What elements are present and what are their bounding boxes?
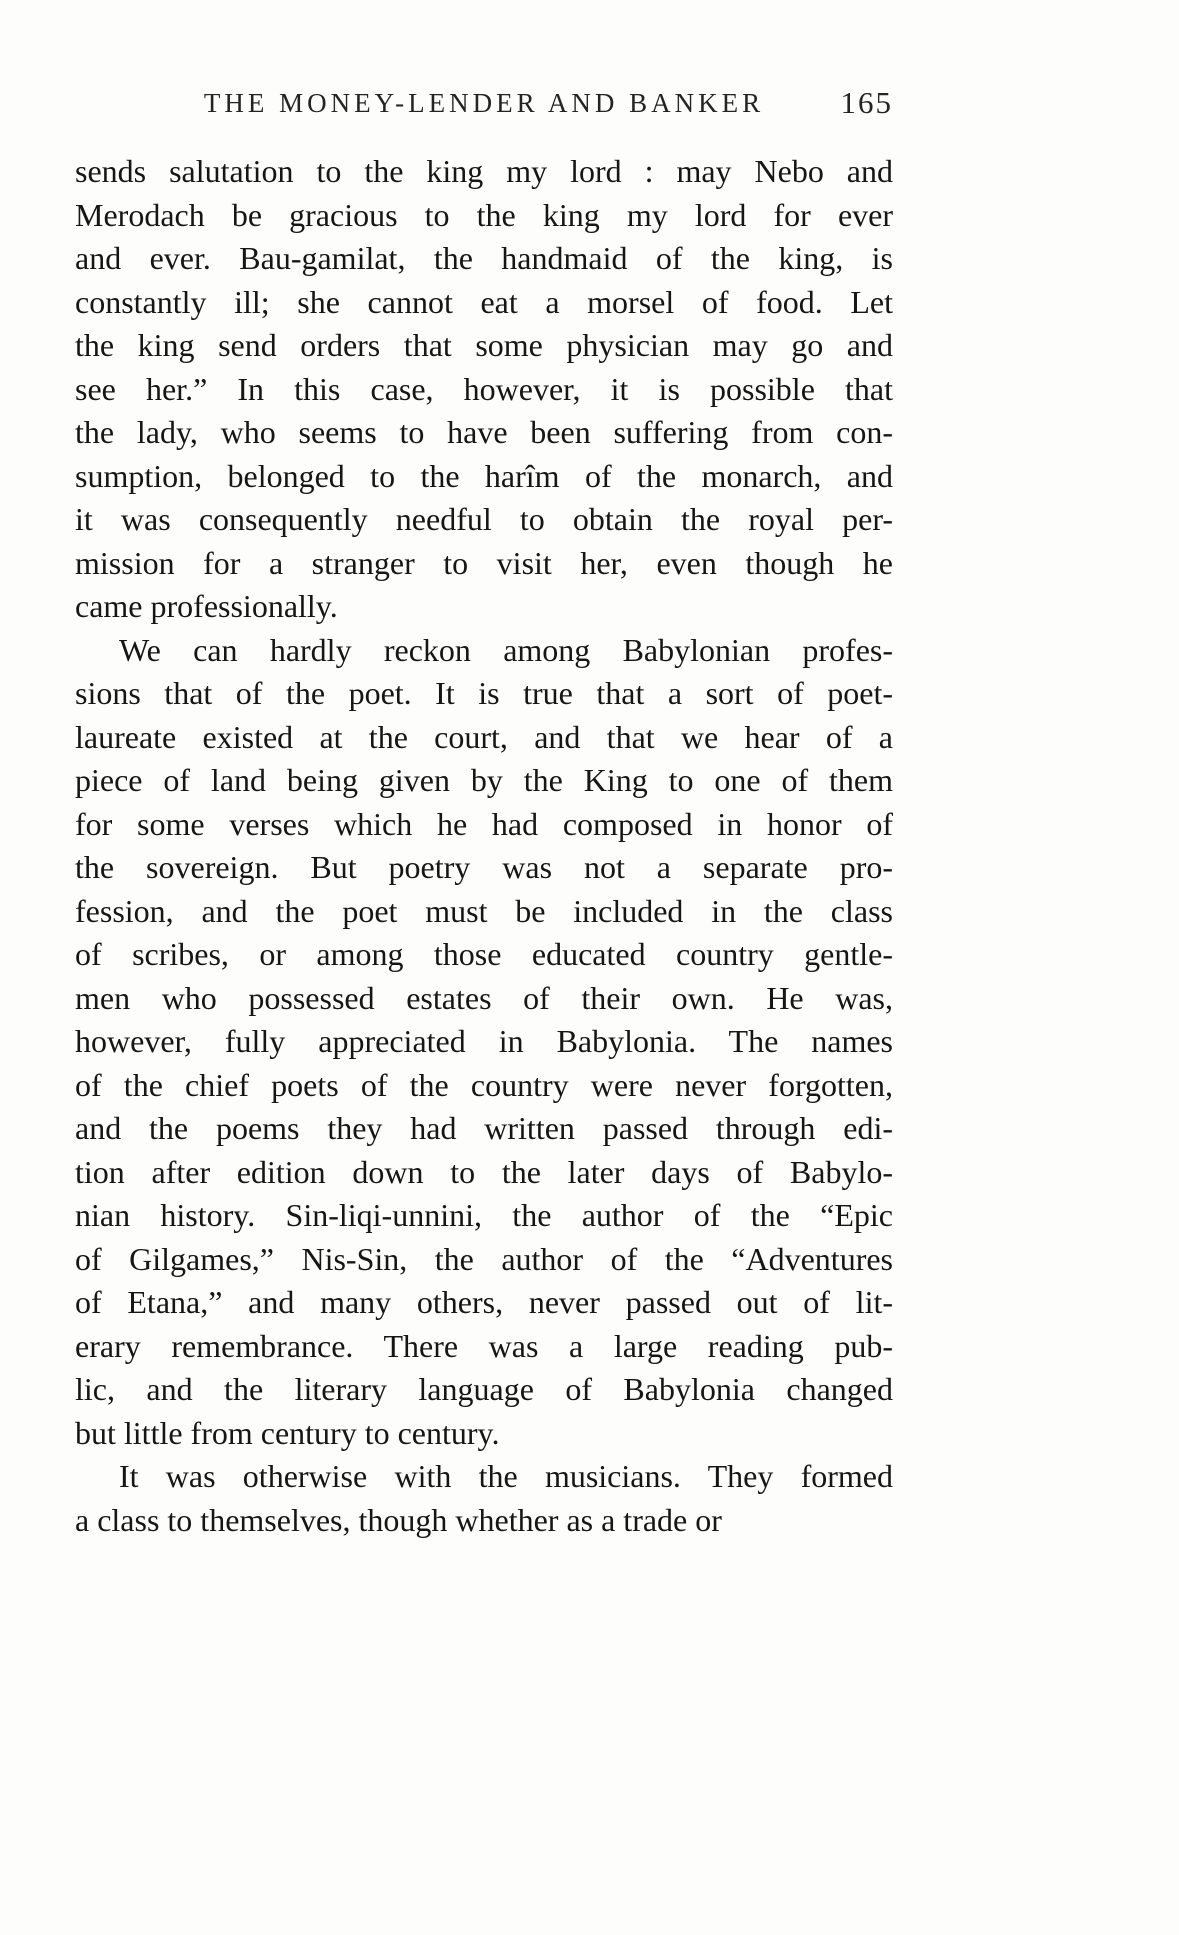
text-line: of Gilgames,” Nis-Sin, the author of the “Adventures [75,1240,893,1277]
text-line: see her.” In this case, however, it is possible that [75,370,893,407]
text-line: for some verses which he had composed in honor of [75,805,893,842]
text-line: tion after edition down to the later days of Babylo- [75,1153,893,1190]
text-line: of the chief poets of the country were never forgotten, [75,1066,893,1103]
text-line: the lady, who seems to have been suffering from con- [75,414,893,450]
text-line: a class to themselves, though whether as a trade or [75,1501,722,1538]
text-line: Merodach be gracious to the king my lord for ever [75,196,893,233]
text-line: lic, and the literary language of Babylonia changed [75,1371,893,1407]
text-line: of Etana,” and many others, never passed out of lit- [75,1284,893,1320]
text-line: We can hardly reckon among Babylonian profes- [119,631,893,668]
text-line: but little from century to century. [75,1414,500,1451]
text-line: and the poems they had written passed through edi- [75,1110,893,1146]
text-line: laureate existed at the court, and that we hear of a [75,718,893,755]
text-line: mission for a stranger to visit her, even though he [75,544,893,581]
text-line: however, fully appreciated in Babylonia. The names [75,1023,893,1059]
text-line: came professionally. [75,588,338,624]
text-line: constantly ill; she cannot eat a morsel of food. Let [75,283,893,320]
text-line: sumption, belonged to the harîm of the monarch, and [75,457,893,494]
text-line: piece of land being given by the King to one of them [75,762,893,798]
page-number: 165 [840,85,893,120]
running-header [75,85,893,120]
text-line: the sovereign. But poetry was not a separate pro- [75,849,893,885]
running-header-title: THE MONEY-LENDER AND BANKER [203,88,765,118]
text-line: sions that of the poet. It is true that a sort of poet- [75,675,893,711]
paragraph [75,629,893,1456]
text-line: of scribes, or among those educated country gentle- [75,936,893,972]
paragraph [75,150,893,629]
text-line: the king send orders that some physician may go and [75,327,893,363]
text-line: it was consequently needful to obtain the royal per- [75,501,893,537]
text-line: fession, and the poet must be included in the class [75,892,893,929]
text-line: erary remembrance. There was a large reading pub- [75,1327,893,1364]
page-body [75,150,893,1542]
text-line: men who possessed estates of their own. He was, [75,979,893,1016]
paragraph [75,1455,893,1542]
text-line: sends salutation to the king my lord : may Nebo and [75,153,893,189]
text-line: It was otherwise with the musicians. They formed [119,1458,893,1494]
text-line: and ever. Bau-gamilat, the handmaid of the king, is [75,240,893,276]
text-line: nian history. Sin-liqi-unnini, the author of the “Epic [75,1197,893,1233]
